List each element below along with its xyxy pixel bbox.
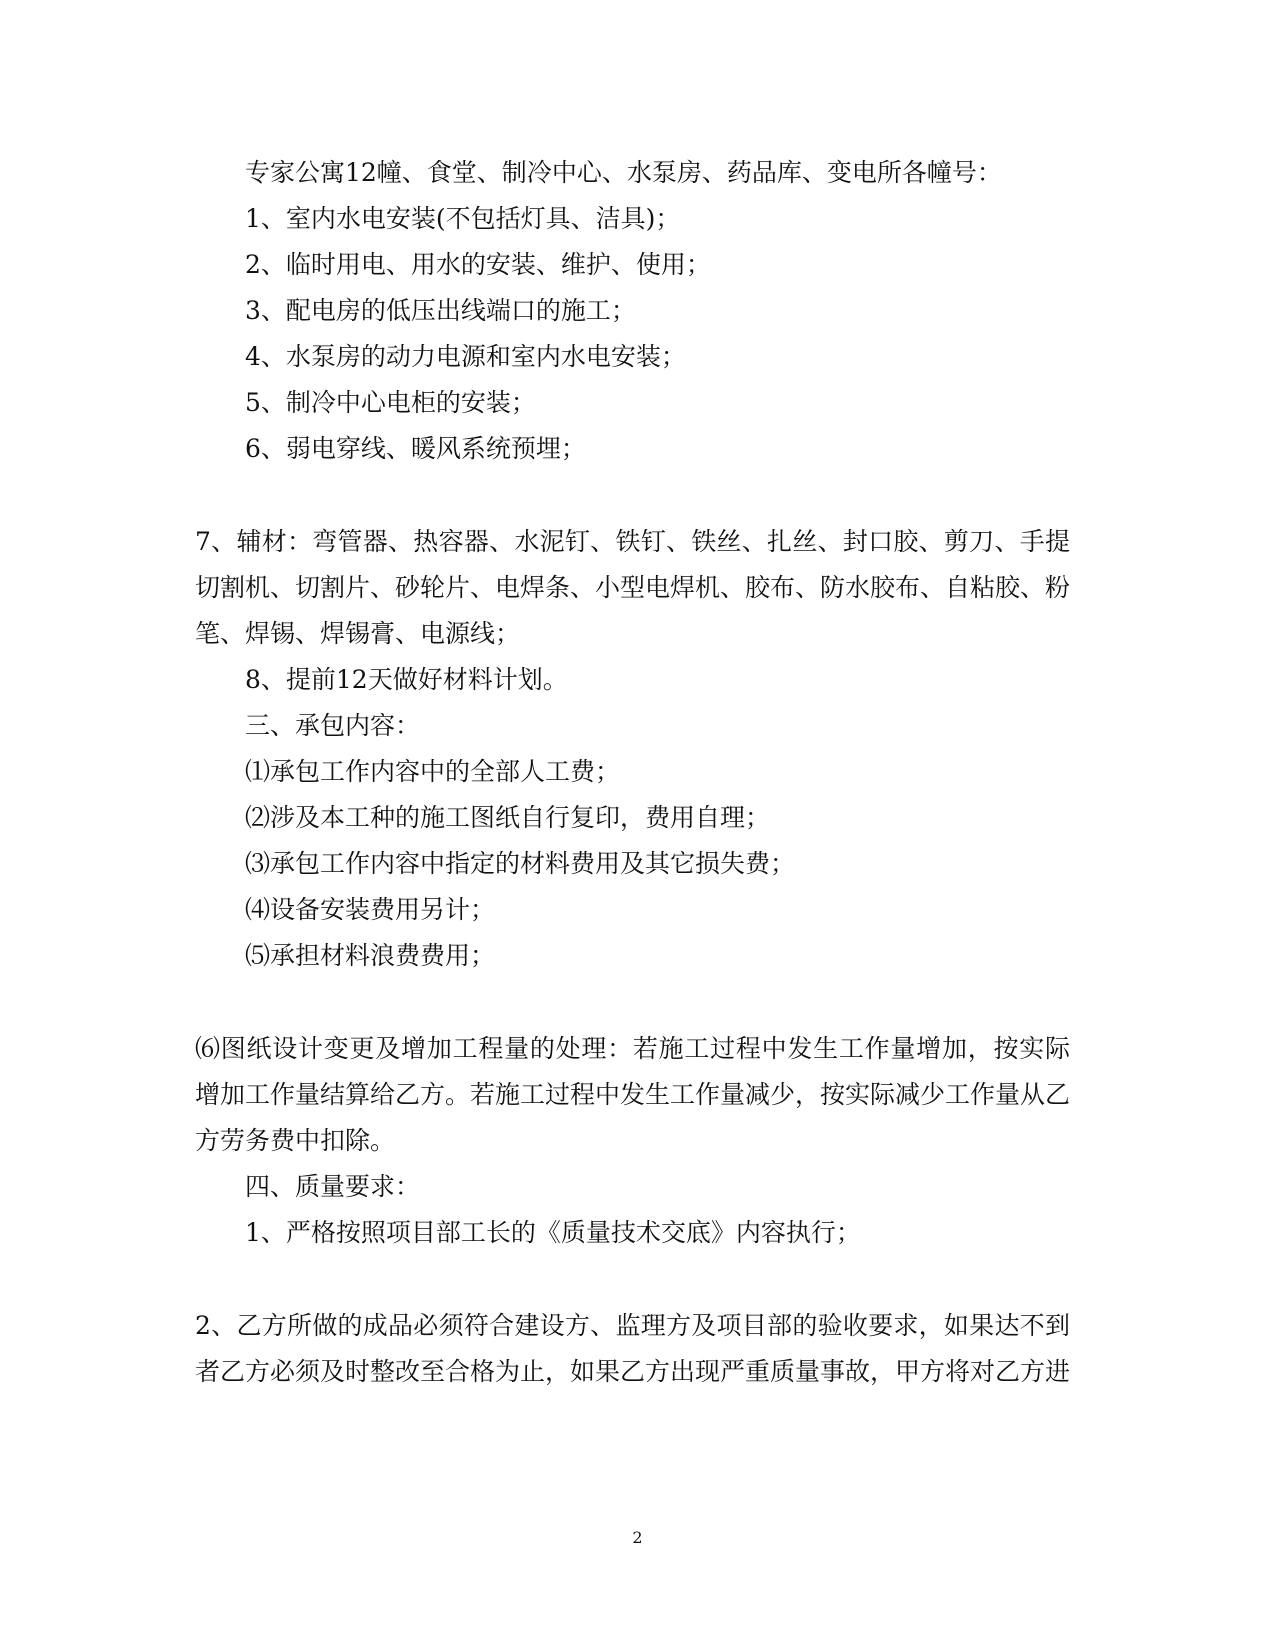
text-line: 专家公寓12幢、食堂、制冷中心、水泵房、药品库、变电所各幢号： <box>245 158 1002 187</box>
section-heading: 三、承包内容： <box>245 711 421 740</box>
text-line: ⑵涉及本工种的施工图纸自行复印，费用自理； <box>245 803 771 832</box>
text-line: 切割机、切割片、砂轮片、电焊条、小型电焊机、胶布、防水胶布、自粘胶、粉 <box>195 573 1071 602</box>
text-line: 者乙方必须及时整改至合格为止，如果乙方出现严重质量事故，甲方将对乙方进 <box>195 1357 1071 1386</box>
text-line: 方劳务费中扣除。 <box>195 1126 396 1155</box>
text-line: ⑹图纸设计变更及增加工程量的处理：若施工过程中发生工作量增加，按实际 <box>195 1034 1070 1063</box>
page-number: 2 <box>632 1528 643 1547</box>
text-line: ⑷设备安装费用另计； <box>245 895 496 924</box>
text-line: ⑸承担材料浪费费用； <box>245 941 496 970</box>
text-line: 1、严格按照项目部工长的《质量技术交底》内容执行； <box>245 1218 861 1247</box>
text-line: 5、制冷中心电柜的安装； <box>245 388 536 417</box>
text-line: 2、乙方所做的成品必须符合建设方、监理方及项目部的验收要求，如果达不到 <box>195 1311 1070 1340</box>
text-line: 笔、焊锡、焊锡膏、电源线； <box>195 619 521 648</box>
text-line: ⑴承包工作内容中的全部人工费； <box>245 757 621 786</box>
text-line: 增加工作量结算给乙方。若施工过程中发生工作量减少，按实际减少工作量从乙 <box>195 1080 1071 1109</box>
text-line: 4、水泵房的动力电源和室内水电安装； <box>245 342 686 371</box>
text-line: 6、弱电穿线、暖风系统预埋； <box>245 434 586 463</box>
text-line: 2、临时用电、用水的安装、维护、使用； <box>245 250 711 279</box>
text-line: 1、室内水电安装(不包括灯具、洁具)； <box>245 204 681 233</box>
text-line: 3、配电房的低压出线端口的施工； <box>245 296 636 325</box>
text-line: 8、提前12天做好材料计划。 <box>245 665 568 694</box>
section-heading: 四、质量要求： <box>245 1172 421 1201</box>
text-line: ⑶承包工作内容中指定的材料费用及其它损失费； <box>245 849 796 878</box>
text-line: 7、辅材：弯管器、热容器、水泥钉、铁钉、铁丝、扎丝、封口胶、剪刀、手提 <box>195 527 1070 556</box>
